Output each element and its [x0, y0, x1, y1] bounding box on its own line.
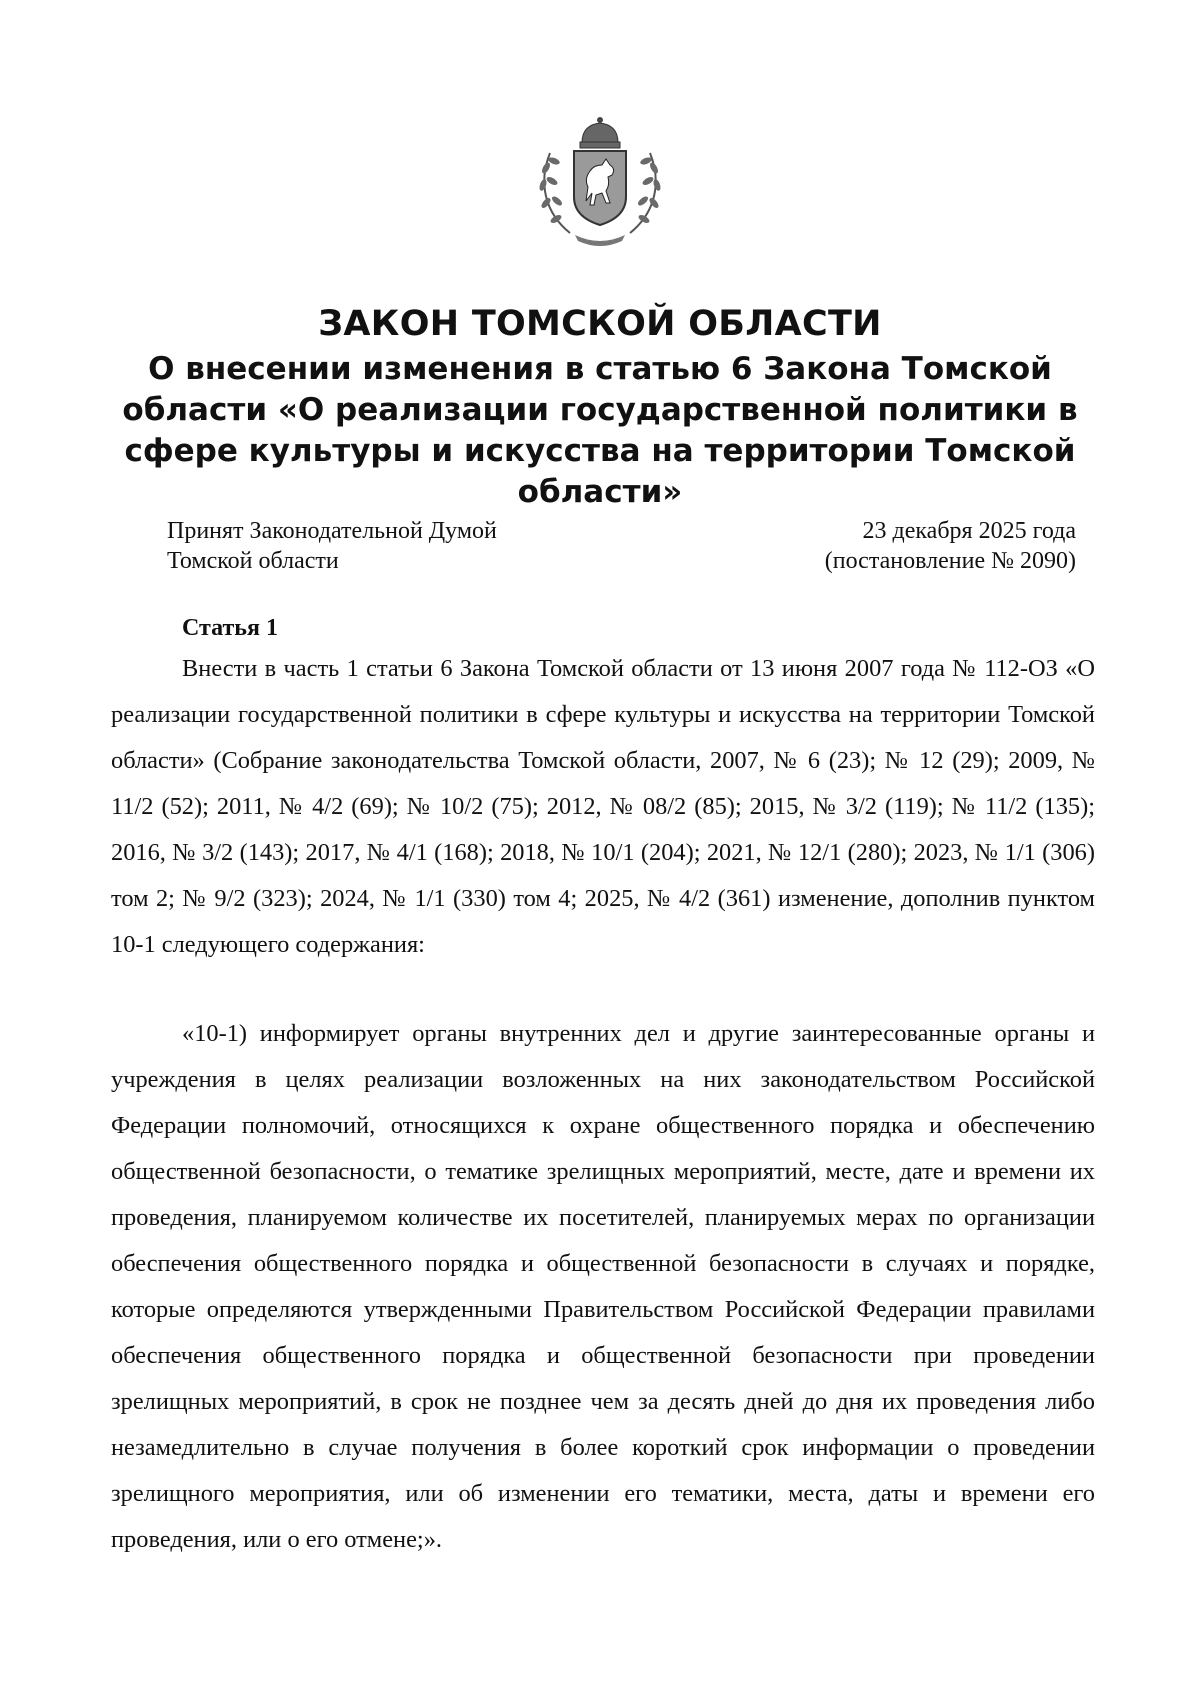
- adopted-by-line2: Томской области: [167, 548, 339, 574]
- law-subtitle: О внесении изменения в статью 6 Закона Томской области «О реализации государственной политики в сфере культуры и искусства на территории Томской области»: [122, 351, 1078, 510]
- title-block: [100, 304, 1100, 513]
- date-line2: (постановление № 2090): [824, 548, 1076, 574]
- article-paragraph-2: «10-1) информирует органы внутренних дел и другие заинтересованные органы и учреждения в целях реализации возложенных на них законодательством Российской Федерации полномочий, относящихся к охране общественного порядка и обеспечению общественной безопасности, о тематике зрелищных мероприятий, месте, дате и времени их проведения, планируемом количестве их посетителей, планируемых мерах по организации обеспечения общественного порядка и общественной безопасности в случаях и порядке, которые определяются утвержденными Правительством Российской Федерации правилами обеспечения общественного порядка и общественной безопасности при проведении зрелищных мероприятий, в срок не позднее чем за десять дней до дня их проведения либо незамедлительно в случае получения в более короткий срок информации о проведении зрелищного мероприятия, или об изменении его тематики, места, даты и времени его проведения, или о его отмене;».: [111, 1020, 1095, 1553]
- adoption-date: [825, 516, 1076, 576]
- date-line1: 23 декабря 2025 года: [862, 518, 1076, 544]
- law-title: ЗАКОН ТОМСКОЙ ОБЛАСТИ: [318, 304, 882, 344]
- coat-of-arms-icon: [530, 113, 670, 253]
- adopted-by-line1: Принят Законодательной Думой: [167, 518, 497, 544]
- article-paragraph-1: Внести в часть 1 статьи 6 Закона Томской области от 13 июня 2007 года № 112-ОЗ «О реализации государственной политики в сфере культуры и искусства на территории Томской области» (Собрание законодательства Томской области, 2007, № 6 (23); № 12 (29); 2009, № 11/2 (52); 2011, № 4/2 (69); № 10/2 (75); 2012, № 08/2 (85); 2015, № 3/2 (119); № 11/2 (135); 2016, № 3/2 (143); 2017, № 4/1 (168); 2018, № 10/1 (204); 2021, № 12/1 (280); 2023, № 1/1 (306) том 2; № 9/2 (323); 2024, № 1/1 (330) том 4; 2025, № 4/2 (361) изменение, дополнив пунктом 10-1 следующего содержания:: [111, 655, 1095, 958]
- article-heading: Статья 1: [182, 615, 278, 641]
- adoption-info: [167, 516, 497, 576]
